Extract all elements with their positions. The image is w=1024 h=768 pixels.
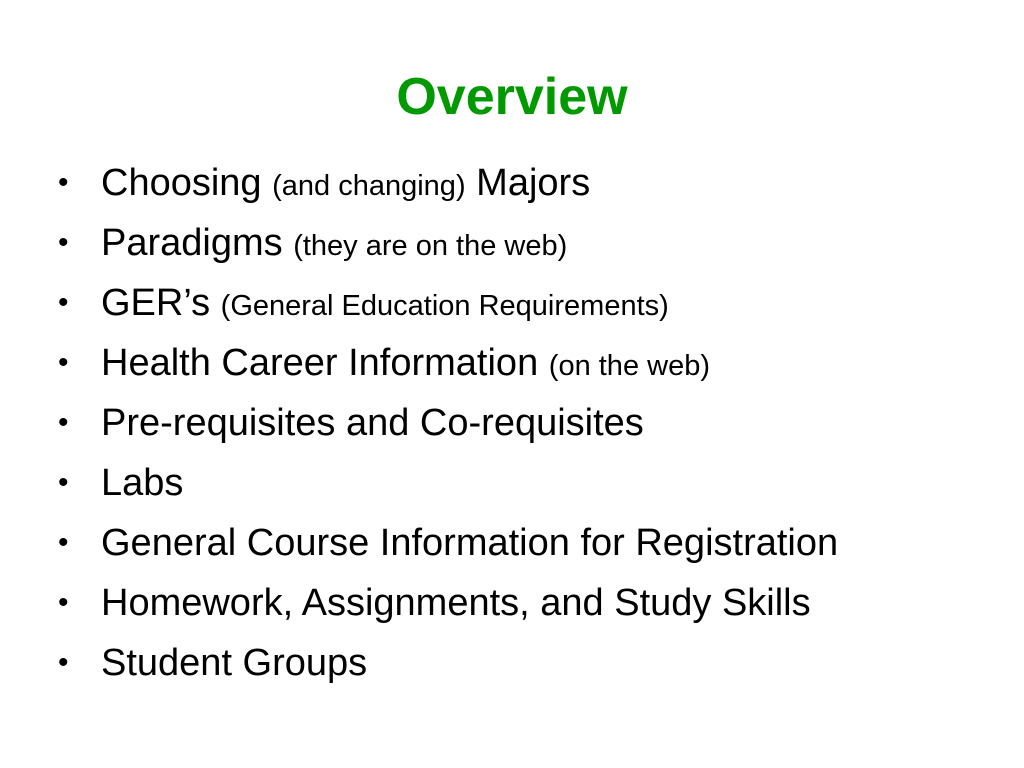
bullet-item bbox=[58, 633, 1008, 693]
bullet-item bbox=[58, 213, 1008, 273]
bullet-text: Homework, Assignments, and Study Skills bbox=[101, 582, 811, 624]
bullet-item bbox=[58, 333, 1008, 393]
bullet-subtext: (General Education Requirements) bbox=[220, 290, 669, 322]
bullet-icon: • bbox=[58, 166, 69, 199]
bullet-subtext: (they are on the web) bbox=[293, 230, 568, 262]
bullet-icon: • bbox=[58, 226, 69, 259]
bullet-icon: • bbox=[58, 406, 69, 439]
bullet-subtext: (and changing) bbox=[272, 170, 466, 202]
bullet-icon: • bbox=[58, 286, 69, 319]
slide-title: Overview bbox=[396, 68, 628, 126]
bullet-item bbox=[58, 153, 1008, 213]
bullet-icon: • bbox=[58, 346, 69, 379]
bullet-text: Student Groups bbox=[101, 642, 368, 684]
bullet-item bbox=[58, 453, 1008, 513]
bullet-text: General Course Information for Registration bbox=[101, 522, 839, 564]
bullet-text: Pre-requisites and Co-requisites bbox=[101, 402, 644, 444]
bullet-item bbox=[58, 573, 1008, 633]
bullet-text: Health Career Information bbox=[101, 342, 539, 384]
bullet-text: Labs bbox=[101, 462, 184, 504]
bullet-list bbox=[58, 153, 1008, 693]
bullet-icon: • bbox=[58, 466, 69, 499]
bullet-subtext: (on the web) bbox=[548, 350, 710, 382]
bullet-item bbox=[58, 393, 1008, 453]
bullet-icon: • bbox=[58, 646, 69, 679]
bullet-text: Paradigms bbox=[101, 222, 283, 264]
bullet-text-after: Majors bbox=[476, 162, 591, 204]
bullet-item bbox=[58, 273, 1008, 333]
bullet-icon: • bbox=[58, 586, 69, 619]
bullet-text: Choosing bbox=[101, 162, 262, 204]
bullet-item bbox=[58, 513, 1008, 573]
bullet-text: GER’s bbox=[101, 282, 211, 324]
bullet-icon: • bbox=[58, 526, 69, 559]
